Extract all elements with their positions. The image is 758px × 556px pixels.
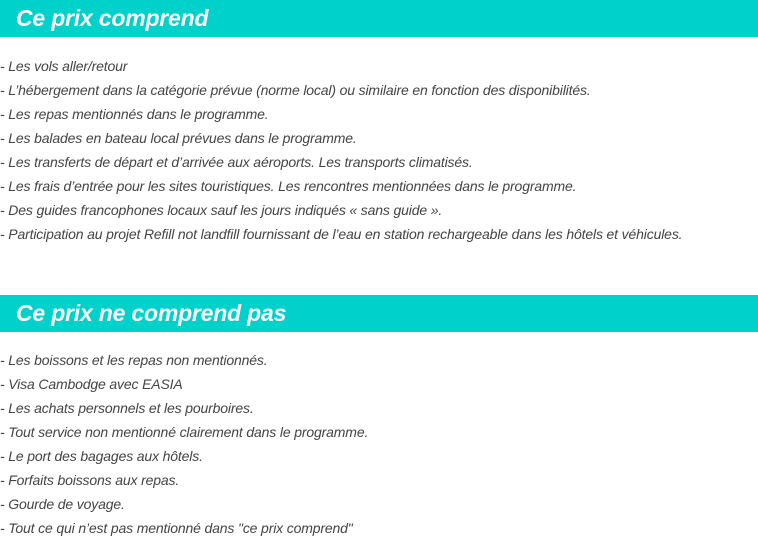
included-item: - Les repas mentionnés dans le programme. (0, 106, 269, 122)
included-items-list (0, 54, 682, 246)
included-section-title: Ce prix comprend (16, 5, 209, 31)
excluded-section-header (0, 295, 758, 332)
excluded-item: - Gourde de voyage. (0, 496, 125, 512)
excluded-item: - Le port des bagages aux hôtels. (0, 448, 203, 464)
excluded-item: - Tout ce qui n’est pas mentionné dans "ce prix comprend" (0, 520, 353, 536)
excluded-item: - Tout service non mentionné clairement dans le programme. (0, 424, 369, 440)
excluded-item: - Forfaits boissons aux repas. (0, 472, 180, 488)
included-section-header (0, 0, 758, 37)
included-item: - L’hébergement dans la catégorie prévue (norme local) ou similaire en fonction des disponibilités. (0, 82, 591, 98)
included-item: - Les transferts de départ et d’arrivée aux aéroports. Les transports climatisés. (0, 154, 473, 170)
excluded-item: - Visa Cambodge avec EASIA (0, 376, 183, 392)
included-item: - Les balades en bateau local prévues dans le programme. (0, 130, 357, 146)
excluded-items-list (0, 348, 368, 540)
included-item: - Participation au projet Refill not landfill fournissant de l’eau en station rechargeable dans les hôtels et véhicules. (0, 226, 683, 242)
excluded-section-title: Ce prix ne comprend pas (16, 300, 287, 326)
included-item: - Les frais d’entrée pour les sites touristiques. Les rencontres mentionnées dans le programme. (0, 178, 577, 194)
excluded-item: - Les achats personnels et les pourboires. (0, 400, 254, 416)
included-item: - Les vols aller/retour (0, 58, 128, 74)
excluded-item: - Les boissons et les repas non mentionnés. (0, 352, 268, 368)
included-item: - Des guides francophones locaux sauf les jours indiqués « sans guide ». (0, 202, 443, 218)
